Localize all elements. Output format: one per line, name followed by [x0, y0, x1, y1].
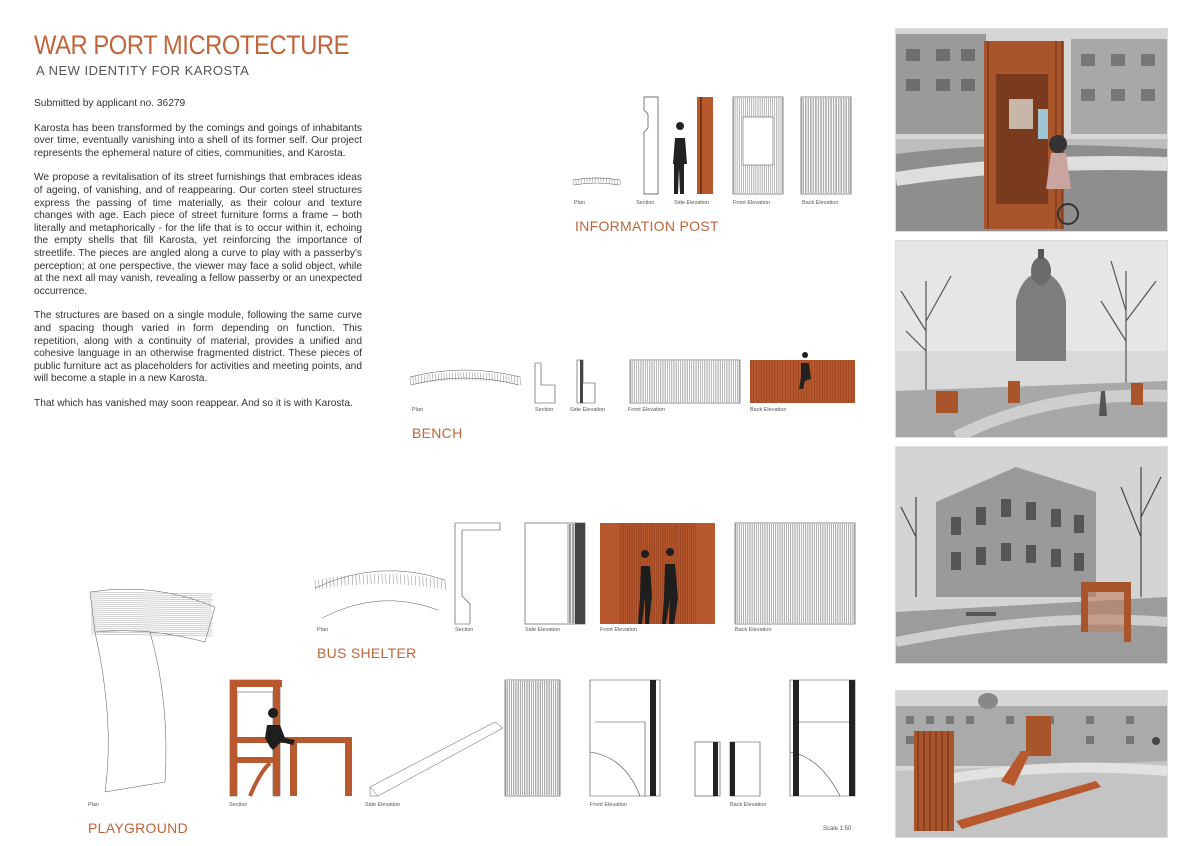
page-title: WAR PORT MICROTECTURE [34, 30, 350, 60]
intro-paragraph: We propose a revitalisation of its street furnishings that embraces ideas of ageing, of vanishing, and of reappearing. Our corten steel structures express the passing of time materially, as their colour and texture changes with age. Each piece of street furniture forms a frame – both literally and metaphorically - for the life that is to occur within it, echoing the empty shells that fill Karosta, yet reinforcing the importance of streetlife. The pieces are angled along a curve to play with a passerby's perception; at one perspective, the viewer may face a solid object, while at the next all may vanish, revealing a fellow passerby or an unexpected occurrence. [34, 172, 362, 297]
bench-label-section: Section [535, 407, 554, 413]
bus-shelter-photo [895, 446, 1168, 664]
person-silhouette [673, 122, 687, 194]
bus-shelter-label-plan: Plan [317, 627, 329, 633]
info-post-drawings [560, 92, 860, 204]
scale-label: Scale 1:50 [823, 826, 852, 832]
info-post-label-plan: Plan [574, 200, 586, 206]
info-post-label-back: Back Elevation [802, 200, 839, 206]
page-subtitle: A NEW IDENTITY FOR KAROSTA [36, 63, 250, 78]
info-post-label-side: Side Elevation [674, 200, 710, 206]
bench-plan-drawing [410, 370, 520, 385]
bus-shelter-label-front: Front Elevation [600, 627, 637, 633]
info-post-title: INFORMATION POST [575, 218, 719, 234]
bench-label-front: Front Elevation [628, 407, 665, 413]
intro-paragraph: Submitted by applicant no. 36279 [34, 98, 186, 109]
bench-photo [895, 240, 1168, 438]
bench-label-side: Side Elevation [570, 407, 606, 413]
playground-photo [895, 690, 1168, 838]
info-post-section-drawing [644, 97, 658, 194]
bus-shelter-label-back: Back Elevation [735, 627, 772, 633]
playground-label-section: Section [229, 802, 248, 808]
bench-side-elevation [577, 360, 595, 403]
playground-title: PLAYGROUND [88, 820, 188, 836]
info-post-plan-drawing [573, 178, 620, 185]
playground-label-front: Front Elevation [590, 802, 627, 808]
bus-shelter-label-section: Section [455, 627, 474, 633]
playground-section-drawing [230, 680, 352, 796]
intro-paragraph: That which has vanished may soon reappear. And so it is with Karosta. [34, 397, 353, 409]
intro-text [34, 98, 362, 422]
bench-section-drawing [535, 363, 555, 403]
playground-label-plan: Plan [88, 802, 100, 808]
bench-front-elevation [630, 360, 740, 403]
playground-back-elevation [730, 680, 855, 796]
bench-title: BENCH [412, 425, 463, 441]
playground-side-elevation [370, 722, 503, 796]
info-post-side-elevation [697, 97, 713, 194]
bench-label-back: Back Elevation [750, 407, 787, 413]
playground-label-side: Side Elevation [365, 802, 401, 808]
playground-front-elevation [590, 680, 660, 796]
playground-drawings [85, 582, 860, 802]
playground-label-back: Back Elevation [730, 802, 767, 808]
bench-label-plan: Plan [412, 407, 424, 413]
bus-shelter-title: BUS SHELTER [317, 645, 417, 661]
bench-drawings [405, 355, 860, 407]
bus-shelter-label-side: Side Elevation [525, 627, 561, 633]
info-post-label-front: Front Elevation [733, 200, 770, 206]
info-post-label-section: Section [636, 200, 655, 206]
info-post-photo [895, 28, 1168, 232]
intro-paragraph: The structures are based on a single module, following the same curve and spacing though varied in form depending on function. This repetition, along with a continuity of material, provides a unified and cohesive language in an otherwise fragmented district. These pieces of public furniture act as placeholders for activities and meeting points, and will become a staple in a new Karosta. [34, 310, 362, 385]
intro-paragraph: Karosta has been transformed by the comings and goings of inhabitants over time, eventually vanishing into a shell of its former self. Our project represents the ephemeral nature of cities, communities, and Karosta. [34, 122, 362, 159]
